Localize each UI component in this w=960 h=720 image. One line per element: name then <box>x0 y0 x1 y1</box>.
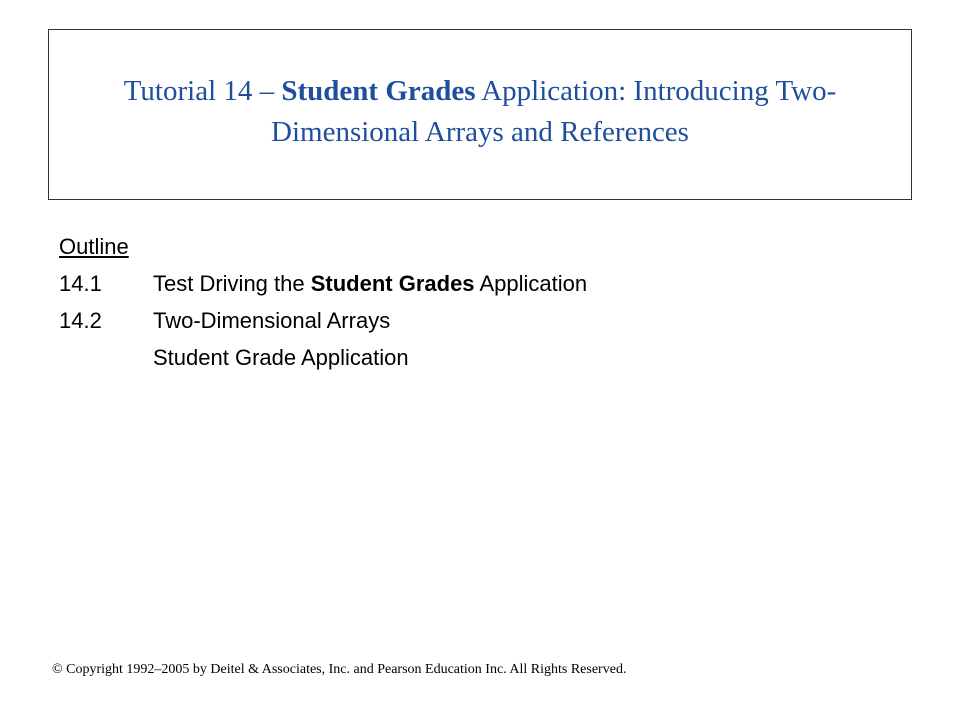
copyright-footer: © Copyright 1992–2005 by Deitel & Associates, Inc. and Pearson Education Inc. All Rights Reserved. <box>52 662 627 677</box>
title-box <box>48 29 912 200</box>
outline-item-text-after: Application <box>474 271 588 296</box>
title-suffix: Application: Introducing Two-Dimensional Arrays and References <box>271 74 837 148</box>
title-app-name: Student Grades <box>281 74 476 107</box>
outline-item-number: 14.2 <box>59 308 102 333</box>
outline-item-label: Student Grade Application <box>153 345 409 370</box>
outline-item <box>59 339 587 376</box>
outline-section <box>59 228 587 376</box>
outline-item <box>59 265 587 302</box>
outline-item-label: Two-Dimensional Arrays <box>153 308 391 333</box>
title-prefix: Tutorial 14 – <box>123 74 282 107</box>
outline-heading: Outline <box>59 234 129 259</box>
outline-item-text-before: Test Driving the <box>153 271 311 296</box>
outline-item-number: 14.1 <box>59 271 102 296</box>
outline-item <box>59 302 587 339</box>
outline-item-label <box>153 265 587 302</box>
outline-item-number <box>59 339 153 376</box>
outline-item-app-name: Student Grades <box>310 271 475 296</box>
slide-title <box>49 71 911 153</box>
